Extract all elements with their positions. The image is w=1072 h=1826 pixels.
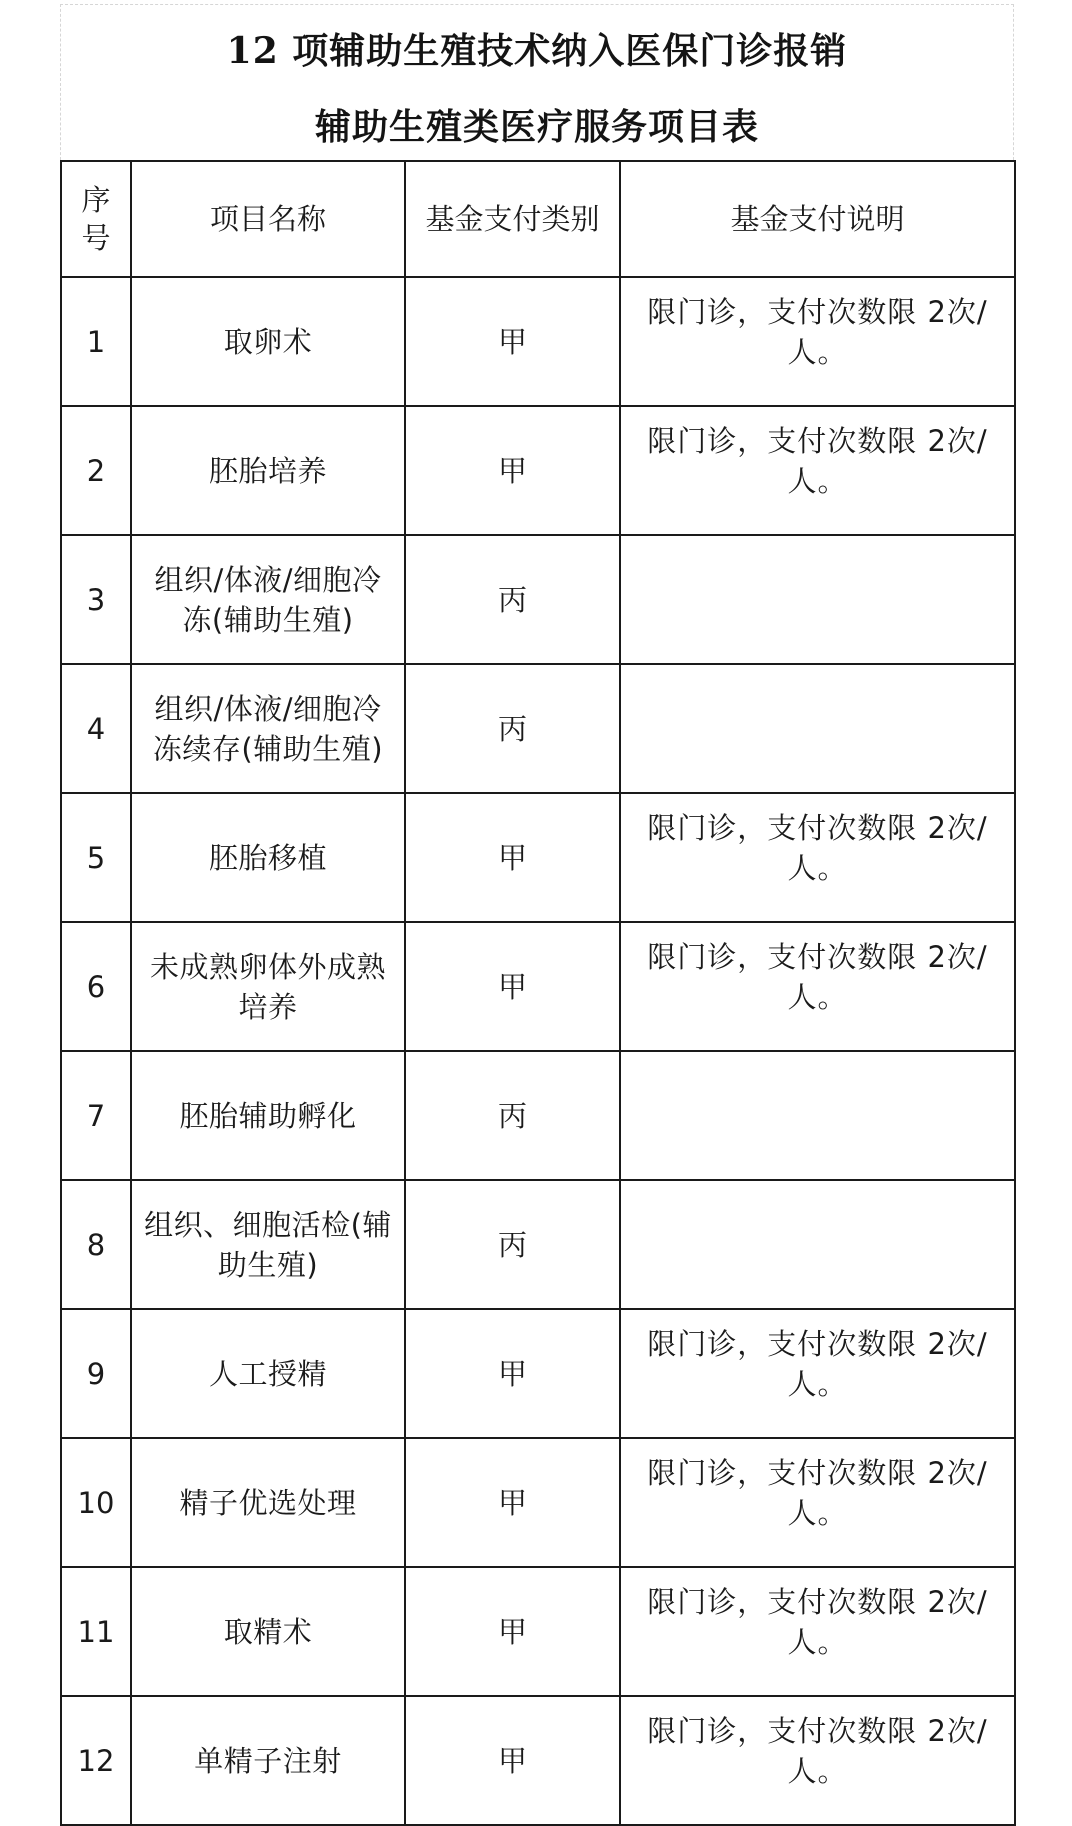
cell-name: 组织/体液/细胞冷冻续存(辅助生殖) [131, 664, 405, 793]
cell-name: 组织、细胞活检(辅助生殖) [131, 1180, 405, 1309]
title-block [60, 4, 1014, 160]
table-header-row [61, 161, 1015, 277]
table-row [61, 1051, 1015, 1180]
table-row [61, 535, 1015, 664]
cell-no: 4 [61, 664, 131, 793]
table-row [61, 277, 1015, 406]
cell-no: 9 [61, 1309, 131, 1438]
cell-note: 限门诊，支付次数限 2次/人。 [620, 1309, 1015, 1438]
cell-name: 取卵术 [131, 277, 405, 406]
cell-note: 限门诊，支付次数限 2次/人。 [620, 1438, 1015, 1567]
header-cell-note: 基金支付说明 [620, 161, 1015, 277]
cell-no: 12 [61, 1696, 131, 1825]
header-cell-type: 基金支付类别 [405, 161, 620, 277]
cell-type: 甲 [405, 793, 620, 922]
cell-type: 甲 [405, 922, 620, 1051]
cell-type: 甲 [405, 1567, 620, 1696]
cell-note [620, 1180, 1015, 1309]
table-row [61, 793, 1015, 922]
cell-no: 1 [61, 277, 131, 406]
cell-type: 甲 [405, 1309, 620, 1438]
document-sheet [60, 4, 1014, 1788]
cell-name: 取精术 [131, 1567, 405, 1696]
cell-note: 限门诊，支付次数限 2次/人。 [620, 1696, 1015, 1825]
cell-name: 人工授精 [131, 1309, 405, 1438]
cell-no: 3 [61, 535, 131, 664]
cell-type: 甲 [405, 406, 620, 535]
cell-note: 限门诊，支付次数限 2次/人。 [620, 922, 1015, 1051]
table-row [61, 664, 1015, 793]
service-items-table [60, 160, 1016, 1826]
header-cell-name: 项目名称 [131, 161, 405, 277]
table-row [61, 922, 1015, 1051]
header-cell-no [61, 161, 131, 277]
cell-no: 6 [61, 922, 131, 1051]
table-row [61, 1438, 1015, 1567]
cell-name: 胚胎辅助孵化 [131, 1051, 405, 1180]
cell-note: 限门诊，支付次数限 2次/人。 [620, 1567, 1015, 1696]
cell-note [620, 535, 1015, 664]
table-row [61, 1696, 1015, 1825]
cell-type: 甲 [405, 277, 620, 406]
cell-no: 5 [61, 793, 131, 922]
document-subtitle: 辅助生殖类医疗服务项目表 [314, 106, 759, 148]
cell-note: 限门诊，支付次数限 2次/人。 [620, 406, 1015, 535]
cell-note: 限门诊，支付次数限 2次/人。 [620, 793, 1015, 922]
table-row [61, 1309, 1015, 1438]
table-row [61, 1567, 1015, 1696]
cell-type: 甲 [405, 1696, 620, 1825]
cell-type: 丙 [405, 664, 620, 793]
cell-note [620, 1051, 1015, 1180]
cell-name: 单精子注射 [131, 1696, 405, 1825]
header-no: 序号 [81, 182, 111, 255]
cell-type: 丙 [405, 1180, 620, 1309]
document-title: 12 项辅助生殖技术纳入医保门诊报销 [226, 30, 848, 72]
cell-no: 2 [61, 406, 131, 535]
cell-name: 精子优选处理 [131, 1438, 405, 1567]
cell-name: 胚胎移植 [131, 793, 405, 922]
cell-no: 10 [61, 1438, 131, 1567]
cell-no: 7 [61, 1051, 131, 1180]
cell-name: 未成熟卵体外成熟培养 [131, 922, 405, 1051]
cell-note [620, 664, 1015, 793]
cell-no: 8 [61, 1180, 131, 1309]
table-row [61, 1180, 1015, 1309]
cell-type: 甲 [405, 1438, 620, 1567]
table-row [61, 406, 1015, 535]
cell-type: 丙 [405, 1051, 620, 1180]
cell-name: 胚胎培养 [131, 406, 405, 535]
cell-type: 丙 [405, 535, 620, 664]
cell-note: 限门诊，支付次数限 2次/人。 [620, 277, 1015, 406]
cell-no: 11 [61, 1567, 131, 1696]
cell-name: 组织/体液/细胞冷冻(辅助生殖) [131, 535, 405, 664]
